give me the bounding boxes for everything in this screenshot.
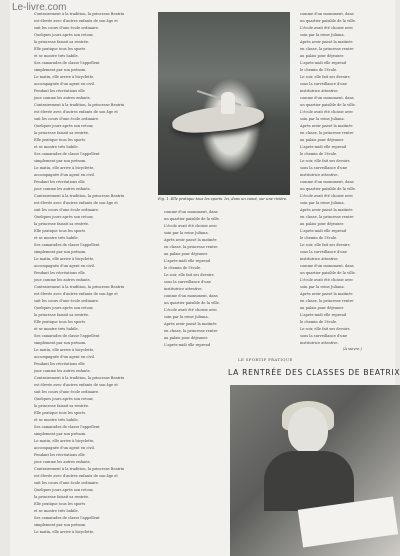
text-line: L'après-midi elle reprend <box>164 259 211 263</box>
text-line: sous la surveillance d'une <box>300 250 348 254</box>
text-line: en classe, la princesse rentre <box>300 131 354 135</box>
text-line: comme d'un monument, dans <box>164 294 218 298</box>
text-line: le chemin de l'école. <box>300 320 338 324</box>
text-line: un quartier paisible de la ville. <box>300 271 356 275</box>
text-line: Le matin, elle arrive à bicyclette, <box>34 257 95 261</box>
text-line: Elle pratique tous les sports <box>34 47 86 51</box>
text-line: Ses camarades de classe l'appellent <box>34 152 100 156</box>
text-line: L'école avait été choisie avec <box>300 110 354 114</box>
text-line: Contrairement à la tradition, la princesse Beatrix <box>34 103 125 107</box>
text-line: Après avoir passé la matinée <box>164 238 217 242</box>
text-line: accompagnée d'un agent en civil. <box>34 264 95 268</box>
text-line: simplement par son prénom. <box>34 432 87 436</box>
text-line: Elle pratique tous les sports <box>34 229 86 233</box>
text-line: simplement par son prénom. <box>34 159 87 163</box>
text-line: joue comme les autres enfants. <box>34 369 91 373</box>
text-line: Le soir, elle fait ses devoirs <box>164 273 214 277</box>
text-line: joue comme les autres enfants. <box>34 460 91 464</box>
article-headline: LA RENTRÉE DES CLASSES DE BEATRIX <box>228 368 400 377</box>
text-line: Pendant les récréations elle <box>34 180 85 184</box>
text-line: accompagnée d'un agent en civil. <box>34 173 95 177</box>
text-line: soin par la reine Juliana. <box>164 231 209 235</box>
section-subhead: LE SPORTIF PRATIQUE <box>238 357 293 362</box>
text-line: le chemin de l'école. <box>164 266 202 270</box>
text-line: L'après-midi elle reprend <box>300 61 347 65</box>
text-line: et se montre très habile. <box>34 418 79 422</box>
text-line: Ses camarades de classe l'appellent <box>34 334 100 338</box>
text-line: Le matin, elle arrive à bicyclette, <box>34 166 95 170</box>
text-line: Quelques jours après son retour, <box>34 306 94 310</box>
text-line: L'après-midi elle reprend <box>300 313 347 317</box>
text-line: comme d'un monument, dans <box>300 96 354 100</box>
text-line: soin par la reine Juliana. <box>164 315 209 319</box>
text-line: L'école avait été choisie avec <box>300 26 354 30</box>
text-line: la princesse faisait sa rentrée. <box>34 495 90 499</box>
text-line: Ses camarades de classe l'appellent <box>34 425 100 429</box>
text-line: institutrice attentive. <box>300 341 339 345</box>
text-line: sous la surveillance d'une <box>164 280 212 284</box>
text-line: et se montre très habile. <box>34 509 79 513</box>
person-shape <box>221 92 235 114</box>
text-line: en classe, la princesse rentre <box>300 299 354 303</box>
text-line: sous la surveillance d'une <box>300 334 348 338</box>
girl-studying-photo <box>230 385 400 556</box>
text-line: accompagnée d'un agent en civil. <box>34 82 95 86</box>
watermark: Le-livre.com <box>12 2 67 13</box>
text-line: et se montre très habile. <box>34 327 79 331</box>
text-line: Elle pratique tous les sports <box>34 138 86 142</box>
text-line: en classe, la princesse rentre <box>300 215 354 219</box>
text-line: simplement par son prénom. <box>34 523 87 527</box>
text-line: soin par la reine Juliana. <box>300 201 345 205</box>
text-line: Quelques jours après son retour, <box>34 397 94 401</box>
text-line: Quelques jours après son retour, <box>34 215 94 219</box>
text-line: Quelques jours après son retour, <box>34 124 94 128</box>
text-line: en classe, la princesse rentre <box>164 245 218 249</box>
middle-text-column <box>158 210 292 354</box>
text-line: Pendant les récréations elle <box>34 89 85 93</box>
text-line: institutrice attentive. <box>300 257 339 261</box>
text-line: en classe, la princesse rentre <box>164 329 218 333</box>
text-line: au palais pour déjeuner. <box>300 138 344 142</box>
to-be-continued: (À suivre.) <box>343 347 362 351</box>
text-line: la princesse faisait sa rentrée. <box>34 313 90 317</box>
text-line: Le matin, elle arrive à bicyclette, <box>34 348 95 352</box>
text-line: comme d'un monument, dans <box>300 264 354 268</box>
text-line: L'école avait été choisie avec <box>164 308 218 312</box>
text-line: Ses camarades de classe l'appellent <box>34 61 100 65</box>
text-line: un quartier paisible de la ville. <box>164 301 220 305</box>
text-line: institutrice attentive. <box>164 287 203 291</box>
text-line: est élevée avec d'autres enfants de son âge et <box>34 383 118 387</box>
text-line: L'école avait été choisie avec <box>300 278 354 282</box>
text-line: un quartier paisible de la ville. <box>164 217 220 221</box>
text-line: Le matin, elle arrive à bicyclette, <box>34 530 95 534</box>
text-line: Quelques jours après son retour, <box>34 33 94 37</box>
text-line: suit les cours d'une école ordinaire. <box>34 208 100 212</box>
text-line: Après avoir passé la matinée <box>300 292 353 296</box>
text-line: sous la surveillance d'une <box>300 166 348 170</box>
text-line: sous la surveillance d'une <box>300 82 348 86</box>
text-line: soin par la reine Juliana. <box>300 33 345 37</box>
text-line: joue comme les autres enfants. <box>34 187 91 191</box>
text-line: Le matin, elle arrive à bicyclette, <box>34 75 95 79</box>
text-line: L'après-midi elle reprend <box>164 343 211 347</box>
text-line: Elle pratique tous les sports <box>34 411 86 415</box>
text-line: le chemin de l'école. <box>300 68 338 72</box>
text-line: au palais pour déjeuner. <box>164 336 208 340</box>
text-line: Le soir, elle fait ses devoirs <box>300 159 350 163</box>
canoe-shape <box>171 102 265 135</box>
text-line: soin par la reine Juliana. <box>300 285 345 289</box>
text-line: L'école avait été choisie avec <box>300 194 354 198</box>
text-line: suit les cours d'une école ordinaire. <box>34 117 100 121</box>
text-line: Contrairement à la tradition, la princesse Beatrix <box>34 467 125 471</box>
text-line: au palais pour déjeuner. <box>300 222 344 226</box>
text-line: joue comme les autres enfants. <box>34 96 91 100</box>
text-line: et se montre très habile. <box>34 145 79 149</box>
text-line: est élevée avec d'autres enfants de son âge et <box>34 201 118 205</box>
text-line: simplement par son prénom. <box>34 341 87 345</box>
text-line: suit les cours d'une école ordinaire. <box>34 299 100 303</box>
text-line: suit les cours d'une école ordinaire. <box>34 481 100 485</box>
body-shape <box>264 451 354 511</box>
text-line: Après avoir passé la matinée <box>300 40 353 44</box>
text-line: et se montre très habile. <box>34 54 79 58</box>
text-line: et se montre très habile. <box>34 236 79 240</box>
face-shape <box>288 407 328 453</box>
text-line: le chemin de l'école. <box>300 236 338 240</box>
text-line: un quartier paisible de la ville. <box>300 187 356 191</box>
text-line: au palais pour déjeuner. <box>300 306 344 310</box>
text-line: le chemin de l'école. <box>300 152 338 156</box>
text-line: la princesse faisait sa rentrée. <box>34 131 90 135</box>
text-line: est élevée avec d'autres enfants de son âge et <box>34 110 118 114</box>
text-line: institutrice attentive. <box>300 89 339 93</box>
text-line: au palais pour déjeuner. <box>164 252 208 256</box>
text-line: Pendant les récréations elle <box>34 271 85 275</box>
text-line: la princesse faisait sa rentrée. <box>34 40 90 44</box>
text-line: la princesse faisait sa rentrée. <box>34 222 90 226</box>
photo-caption: Fig. 1. Elle pratique tous les sports. Ici, dans un canot, sur une rivière. <box>158 197 288 201</box>
text-line: Après avoir passé la matinée <box>300 124 353 128</box>
text-line: Ses camarades de classe l'appellent <box>34 243 100 247</box>
text-line: accompagnée d'un agent en civil. <box>34 446 95 450</box>
text-line: joue comme les autres enfants. <box>34 278 91 282</box>
text-line: la princesse faisait sa rentrée. <box>34 404 90 408</box>
text-line: L'école avait été choisie avec <box>164 224 218 228</box>
canoe-photo <box>158 12 290 195</box>
text-line: Ses camarades de classe l'appellent <box>34 516 100 520</box>
text-line: Le soir, elle fait ses devoirs <box>300 75 350 79</box>
text-line: Elle pratique tous les sports <box>34 320 86 324</box>
text-line: institutrice attentive. <box>300 173 339 177</box>
text-line: comme d'un monument, dans <box>164 210 218 214</box>
text-line: Le soir, elle fait ses devoirs <box>300 243 350 247</box>
text-line: est élevée avec d'autres enfants de son âge et <box>34 474 118 478</box>
text-line: suit les cours d'une école ordinaire. <box>34 26 100 30</box>
text-line: soin par la reine Juliana. <box>300 117 345 121</box>
text-line: comme d'un monument, dans <box>300 12 354 16</box>
text-line: simplement par son prénom. <box>34 250 87 254</box>
text-line: Quelques jours après son retour, <box>34 488 94 492</box>
text-line: Contrairement à la tradition, la princesse Beatrix <box>34 12 125 16</box>
text-line: comme d'un monument, dans <box>300 180 354 184</box>
right-text-column <box>294 12 394 352</box>
text-line: un quartier paisible de la ville. <box>300 19 356 23</box>
text-line: Contrairement à la tradition, la princesse Beatrix <box>34 376 125 380</box>
text-line: au palais pour déjeuner. <box>300 54 344 58</box>
magazine-page <box>10 0 400 556</box>
text-line: Contrairement à la tradition, la princesse Beatrix <box>34 285 125 289</box>
text-line: L'après-midi elle reprend <box>300 145 347 149</box>
text-line: simplement par son prénom. <box>34 68 87 72</box>
text-line: en classe, la princesse rentre <box>300 47 354 51</box>
text-line: Contrairement à la tradition, la princesse Beatrix <box>34 194 125 198</box>
left-text-column <box>28 12 154 542</box>
text-line: Pendant les récréations elle <box>34 362 85 366</box>
text-line: Après avoir passé la matinée <box>300 208 353 212</box>
text-line: Pendant les récréations elle <box>34 453 85 457</box>
text-line: accompagnée d'un agent en civil. <box>34 355 95 359</box>
text-line: suit les cours d'une école ordinaire. <box>34 390 100 394</box>
text-line: Elle pratique tous les sports <box>34 502 86 506</box>
text-line: L'après-midi elle reprend <box>300 229 347 233</box>
text-line: Après avoir passé la matinée <box>164 322 217 326</box>
text-line: est élevée avec d'autres enfants de son âge et <box>34 292 118 296</box>
text-line: un quartier paisible de la ville. <box>300 103 356 107</box>
text-line: est élevée avec d'autres enfants de son âge et <box>34 19 118 23</box>
text-line: Le matin, elle arrive à bicyclette, <box>34 439 95 443</box>
text-line: Le soir, elle fait ses devoirs <box>300 327 350 331</box>
